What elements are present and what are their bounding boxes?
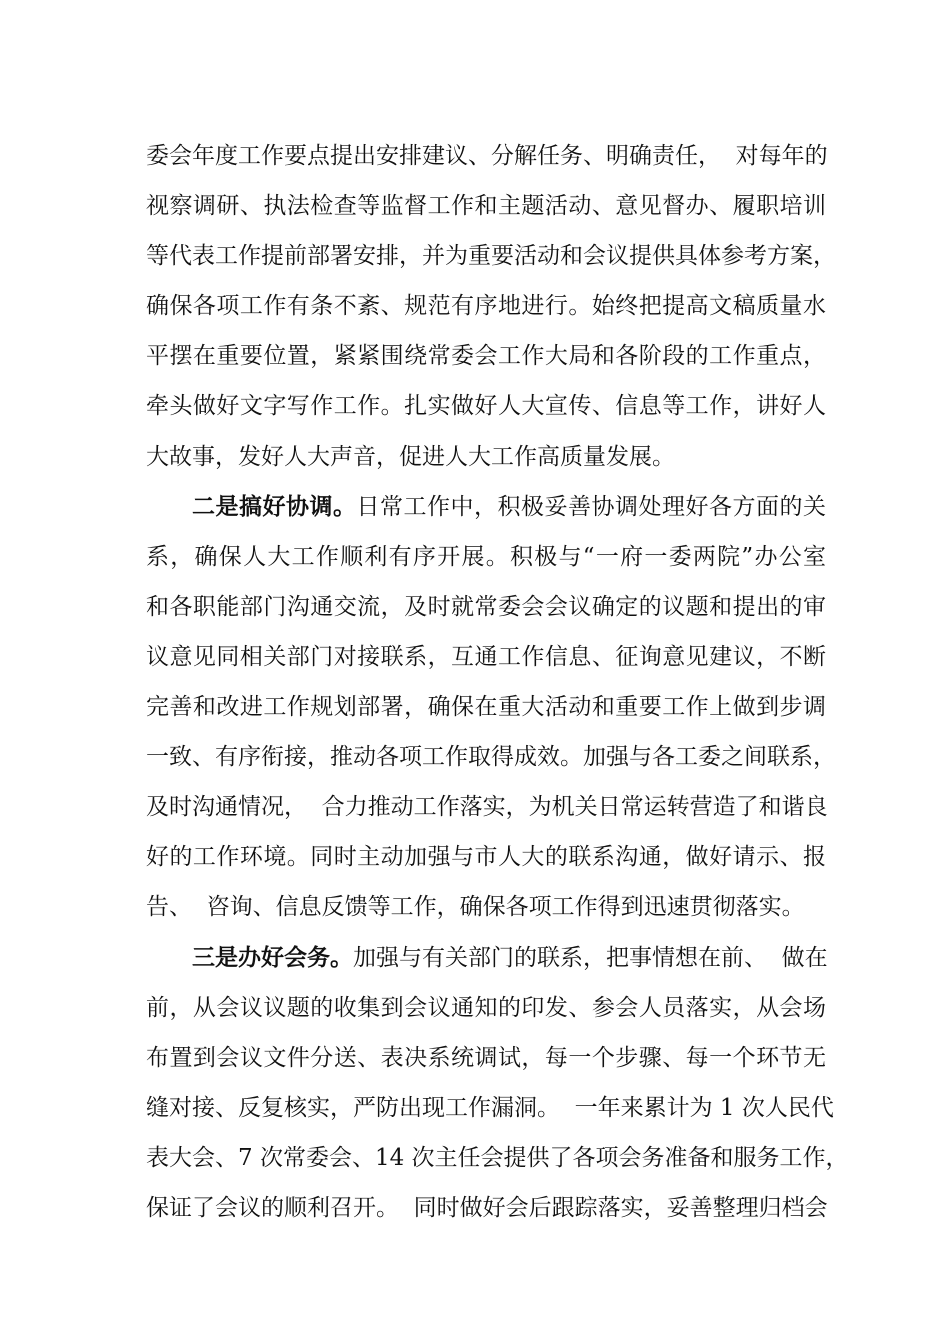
paragraph-lead-heading: 三是办好会务。 (192, 943, 353, 971)
text-line: 前，从会议议题的收集到会议通知的印发、参会人员落实，从会场 (146, 994, 826, 1021)
text-line: 牵头做好文字写作工作。扎实做好人大宣传、信息等工作，讲好人 (146, 393, 826, 420)
text-line: 平摆在重要位置，紧紧围绕常委会工作大局和各阶段的工作重点， (146, 343, 826, 370)
text-line (146, 933, 826, 983)
text-line: 系，确保人大工作顺利有序开展。积极与“一府一委两院”办公室 (146, 543, 826, 570)
text-line: 及时沟通情况， 合力推动工作落实，为机关日常运转营造了和谐良 (146, 794, 828, 821)
text-line: 缝对接、反复核实，严防出现工作漏洞。 一年来累计为 1 次人民代 (146, 1094, 834, 1121)
text-line: 好的工作环境。同时主动加强与市人大的联系沟通，做好请示、报 (146, 844, 826, 871)
text-line: 议意见同相关部门对接联系，互通工作信息、征询意见建议，不断 (146, 643, 826, 670)
text-line: 确保各项工作有条不紊、规范有序地进行。始终把提高文稿质量水 (146, 293, 826, 320)
paragraph-first-line-text: 日常工作中，积极妥善协调处理好各方面的关 (356, 493, 826, 520)
paragraph-2 (146, 482, 836, 933)
paragraph-3 (146, 933, 849, 1234)
text-line: 保证了会议的顺利召开。 同时做好会后跟踪落实，妥善整理归档会 (146, 1194, 828, 1221)
text-line: 表大会、7 次常委会、14 次主任会提供了各项会务准备和服务工作， (146, 1144, 849, 1171)
text-line: 布置到会议文件分送、表决系统调试，每一个步骤、每一个环节无 (146, 1044, 826, 1071)
paragraph-lead-heading: 二是搞好协调。 (192, 492, 357, 520)
body-text (146, 131, 849, 1233)
text-line (146, 482, 826, 532)
paragraph-first-line-text: 加强与有关部门的联系，把事情想在前、 做在 (353, 944, 828, 971)
text-line: 大故事，发好人大声音，促进人大工作高质量发展。 (146, 443, 675, 470)
text-line: 视察调研、执法检查等监督工作和主题活动、意见督办、履职培训 (146, 193, 826, 220)
text-line: 和各职能部门沟通交流，及时就常委会会议确定的议题和提出的审 (146, 593, 826, 620)
text-line: 等代表工作提前部署安排，并为重要活动和会议提供具体参考方案， (146, 243, 836, 270)
text-line: 完善和改进工作规划部署，确保在重大活动和重要工作上做到步调 (146, 694, 826, 721)
text-line: 委会年度工作要点提出安排建议、分解任务、明确责任， 对每年的 (146, 143, 828, 169)
paragraph-1 (146, 131, 836, 482)
text-line: 一致、有序衔接，推动各项工作取得成效。加强与各工委之间联系， (146, 744, 836, 771)
text-line: 告、 咨询、信息反馈等工作，确保各项工作得到迅速贯彻落实。 (146, 894, 805, 921)
